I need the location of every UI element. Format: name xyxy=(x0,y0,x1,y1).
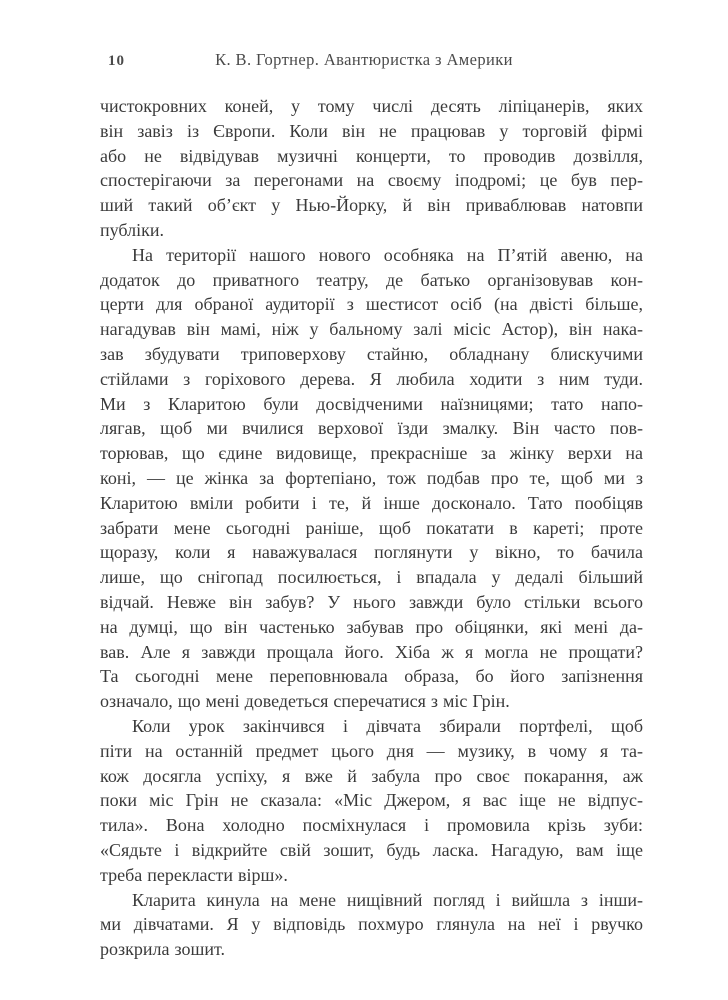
text-line: Та сьогодні мене переповнювала образа, бо його запізнення xyxy=(100,666,643,687)
paragraph xyxy=(100,94,643,243)
text-line: коні, — це жінка за фортепіано, тож подбав про те, щоб ми з xyxy=(100,467,643,488)
page-body xyxy=(100,94,643,962)
text-line: ми дівчатами. Я у відповідь похмуро глянула на неї і рвучко xyxy=(100,914,643,935)
text-line: спостерігаючи за перегонами на своєму іподромі; це був пер- xyxy=(100,170,643,191)
paragraph xyxy=(100,714,643,888)
text-line: Коли урок закінчився і дівчата збирали портфелі, щоб xyxy=(132,715,643,736)
text-line: кож досягла успіху, я вже й забула про своє покарання, аж xyxy=(100,765,643,786)
text-line: «Сядьте і відкрийте свій зошит, будь ласка. Нагадую, вам іще xyxy=(100,839,643,860)
text-line: торював, що єдине видовище, прекрасніше за жінку верхи на xyxy=(100,443,643,464)
text-line: нагадував він мамі, ніж у бальному залі місіс Астор), він нака- xyxy=(100,319,643,340)
text-line: поки міс Грін не сказала: «Міс Джером, я вас іще не відпус- xyxy=(100,790,643,811)
text-line: означало, що мені доведеться сперечатися з міс Грін. xyxy=(100,691,510,712)
text-line: піти на останній предмет цього дня — музику, в чому я та- xyxy=(100,740,643,761)
paragraph xyxy=(100,243,643,714)
text-line: церти для обраної аудиторії з шестисот осіб (на двісті більше, xyxy=(100,294,643,315)
page-number: 10 xyxy=(108,53,125,69)
text-line: вав. Але я завжди прощала його. Хіба ж я могла не прощати? xyxy=(100,641,643,662)
text-line: додаток до приватного театру, де батько організовував кон- xyxy=(100,269,643,290)
text-line: На території нашого нового особняка на П’ятій авеню, на xyxy=(132,244,643,265)
text-line: щоразу, коли я наважувалася поглянути у вікно, то бачила xyxy=(100,542,643,563)
running-header xyxy=(0,50,728,74)
text-line: лише, що снігопад посилюється, і впадала у дедалі більший xyxy=(100,567,643,588)
text-line: Ми з Кларитою були досвідченими наїзницями; тато напо- xyxy=(100,393,643,414)
text-line: він завіз із Європи. Коли він не працював у торговій фірмі xyxy=(100,120,643,141)
text-line: зав збудувати триповерхову стайню, обладнану блискучими xyxy=(100,343,643,364)
text-line: стійлами з горіхового дерева. Я любила ходити з ним туди. xyxy=(100,368,643,389)
text-line: публіки. xyxy=(100,219,164,240)
text-line: треба перекласти вірш». xyxy=(100,864,288,885)
text-line: забрати мене сьогодні раніше, щоб покатати в кареті; проте xyxy=(100,517,643,538)
text-line: на думці, що він частенько забував про обіцянки, які мені да- xyxy=(100,616,643,637)
text-line: розкрила зошит. xyxy=(100,939,225,960)
text-line: Кларита кинула на мене нищівний погляд і вийшла з інши- xyxy=(132,889,643,910)
running-title: К. В. Гортнер. Авантюристка з Америки xyxy=(215,50,513,69)
text-line: чистокровних коней, у тому числі десять ліпіцанерів, яких xyxy=(100,96,643,116)
text-line: або не відвідував музичні концерти, то проводив дозвілля, xyxy=(100,145,643,166)
text-line: відчай. Невже він забув? У нього завжди було стільки всього xyxy=(100,591,643,612)
text-line: тила». Вона холодно посміхнулася і промовила крізь зуби: xyxy=(100,815,643,836)
text-line: лягав, щоб ми вчилися верхової їзди змалку. Він часто пов- xyxy=(100,418,643,439)
text-line: ший такий об’єкт у Нью-Йорку, й він приваблював натовпи xyxy=(100,195,643,216)
text-line: Кларитою вміли робити і те, й інше досконало. Тато пообіцяв xyxy=(100,492,643,513)
paragraph xyxy=(100,888,643,962)
